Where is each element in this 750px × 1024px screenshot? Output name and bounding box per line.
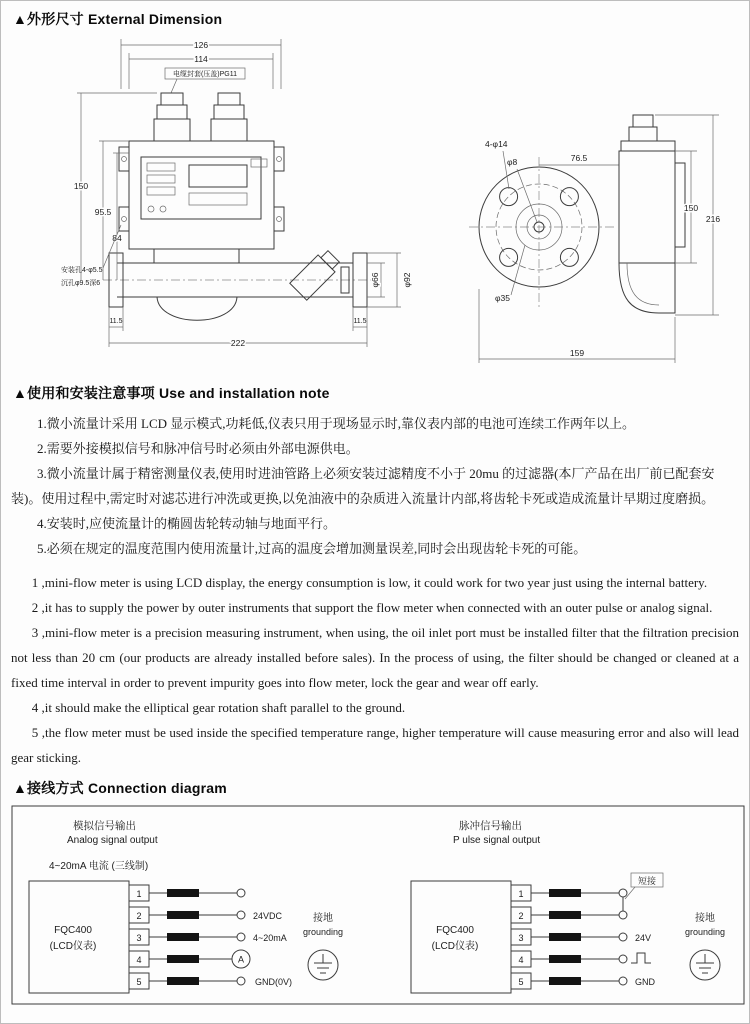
cable-gland-callout — [165, 68, 245, 93]
meter-side-outline — [619, 115, 685, 313]
analog-ground-cn: 接地 — [313, 913, 333, 924]
usage-note-cn-5: 5.必须在规定的温度范围内使用流量计,过高的温度会增加测量误差,同时会出现齿轮卡死的可能。 — [37, 541, 587, 556]
dim-4-d14: 4-φ14 — [485, 139, 508, 149]
pulse-ground-cn: 接地 — [695, 913, 715, 924]
usage-note-cn-2: 2.需要外接模拟信号和脉冲信号时必须由外部电源供电。 — [37, 441, 359, 456]
side-dims-right — [655, 115, 720, 315]
analog-heading-cn: 模拟信号输出 — [73, 820, 136, 832]
pulse-ground-en: grounding — [684, 927, 726, 937]
side-view-drawing — [457, 59, 737, 379]
dimension-drawings — [11, 31, 739, 373]
section-title-wiring: ▲接线方式 Connection diagram — [13, 780, 227, 796]
front-dims-right — [367, 253, 412, 307]
dim-11-5-left: 11.5 — [109, 318, 123, 325]
analog-device-box — [29, 881, 129, 993]
dim-d92: φ92 — [402, 272, 412, 288]
dim-d66: φ66 — [370, 272, 380, 288]
dim-95-5: 95.5 — [94, 207, 112, 217]
earth-ground-icon — [308, 950, 338, 980]
pulse-gnd-label: GND — [635, 977, 655, 987]
analog-gnd-label: GND(0V) — [255, 977, 293, 987]
usage-note-en-5: 5 ,the flow meter must be used inside the specified temperature range, higher temperature will cause measuring error and also will lead gear sticking. — [11, 725, 739, 765]
analog-device-sub: (LCD仪表) — [49, 941, 97, 952]
pulse-device-sub: (LCD仪表) — [431, 941, 479, 952]
front-view-drawing — [59, 31, 439, 366]
wiring-section — [11, 778, 739, 1005]
pulse-terminal-4: 4 — [518, 955, 524, 965]
pulse-wave-icon — [631, 953, 651, 963]
usage-notes-en — [11, 570, 739, 770]
pulse-device-model: FQC400 — [436, 925, 474, 936]
usage-notes-cn — [11, 411, 739, 561]
dim-150-side: 150 — [683, 203, 699, 213]
pulse-terminal-5: 5 — [518, 977, 524, 987]
analog-subtitle: 4~20mA 电流 (三线制) — [49, 861, 149, 872]
pulse-terminal-2: 2 — [518, 911, 524, 921]
analog-420ma-label: 4~20mA — [253, 933, 287, 943]
pulse-heading-en: P ulse signal output — [453, 835, 541, 846]
dim-222: 222 — [230, 338, 246, 348]
dim-114: 114 — [194, 54, 208, 64]
analog-heading-en: Analog signal output — [67, 835, 158, 846]
dim-d35: φ35 — [495, 293, 510, 303]
analog-terminal-5: 5 — [136, 977, 142, 987]
analog-device-model: FQC400 — [54, 925, 92, 936]
pulse-device-box — [411, 881, 511, 993]
cable-gland-label: 电缆封套(压盖)PG11 — [172, 71, 238, 78]
usage-note-cn-4: 4.安装时,应使流量计的椭圆齿轮转动轴与地面平行。 — [37, 516, 337, 531]
section-title-usage: ▲使用和安装注意事项 Use and installation note — [13, 385, 330, 401]
analog-terminal-3: 3 — [136, 933, 142, 943]
dim-126: 126 — [193, 40, 209, 50]
y-strainer — [290, 248, 342, 300]
usage-note-en-1: 1 ,mini-flow meter is using LCD display, the energy consumption is low, it could work for two year just using the internal battery. — [31, 575, 708, 590]
meter-front-outline — [119, 93, 284, 320]
dim-d8: φ8 — [507, 157, 518, 167]
analog-terminal-4: 4 — [136, 955, 142, 965]
pulse-24v-label: 24V — [635, 933, 652, 943]
dim-159: 159 — [569, 348, 585, 358]
analog-terminal-2: 2 — [136, 911, 142, 921]
flange-face — [469, 157, 617, 307]
usage-note-cn-1: 1.微小流量计采用 LCD 显示模式,功耗低,仪表只用于现场显示时,靠仪表内部的电池可连续工作两年以上。 — [37, 416, 636, 431]
dim-76-5: 76.5 — [570, 153, 588, 163]
usage-section — [11, 383, 739, 770]
pulse-heading-cn: 脉冲信号输出 — [459, 820, 522, 832]
usage-note-cn-3: 3.微小流量计属于精密测量仪表,使用时进油管路上必须安装过滤精度不小于 20mu 的过滤器(本厂产品在出厂前已配套安装)。使用过程中,需定时对滤芯进行冲洗或更换,以免油液中的杂质进入流量计内部,将齿轮卡死或造成流量计早期过度磨损。 — [11, 466, 715, 506]
section-title-dimension: ▲外形尺寸 External Dimension — [13, 11, 223, 27]
dim-150: 150 — [73, 181, 89, 191]
dim-84: 84 — [112, 233, 122, 243]
analog-output-diagram — [29, 819, 343, 993]
ammeter-label: A — [237, 954, 245, 965]
front-dims-left — [74, 93, 157, 280]
analog-terminal-1: 1 — [136, 889, 142, 899]
front-dim-top — [121, 39, 281, 89]
usage-note-en-3: 3 ,mini-flow meter is a precision measuring instrument, when using, the oil inlet port must be installed filter that the filtration precision not less than 20 cm (our products are already installed before sales). In the process of using, the filter should be changed or cleaned at a fixed time interval in order to prevent impurity goes into flow meter, lock the gear and wear off early. — [11, 625, 739, 690]
analog-ground-en: grounding — [302, 927, 344, 937]
pulse-terminal-1: 1 — [518, 889, 524, 899]
usage-note-en-2: 2 ,it has to supply the power by outer instruments that support the flow meter when connected with an outer pulse or analog signal. — [31, 600, 713, 615]
connection-diagram — [11, 805, 745, 1005]
mount-hole-label: 安装孔4-φ5.5 — [61, 267, 103, 274]
short-label: 短接 — [637, 876, 657, 886]
front-dims-bottom — [109, 307, 367, 348]
dim-216: 216 — [705, 214, 721, 224]
pulse-output-diagram — [411, 819, 725, 993]
dim-11-5-right: 11.5 — [353, 318, 367, 325]
usage-note-en-4: 4 ,it should make the elliptical gear rotation shaft parallel to the ground. — [31, 700, 406, 715]
pulse-terminal-3: 3 — [518, 933, 524, 943]
sink-hole-label: 沉孔φ9.5深6 — [61, 280, 101, 287]
analog-24vdc-label: 24VDC — [253, 911, 283, 921]
earth-ground-icon — [690, 950, 720, 980]
